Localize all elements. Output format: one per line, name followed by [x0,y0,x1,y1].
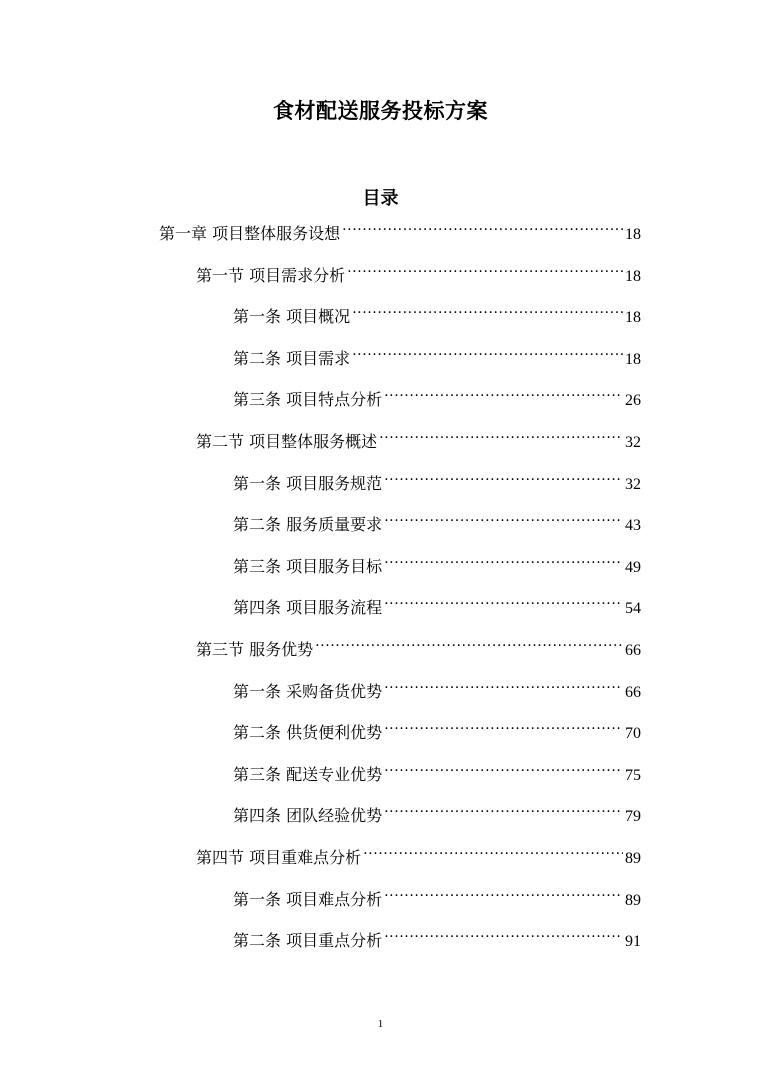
toc-entry[interactable] [233,463,641,493]
toc-entry-page: 18 [625,309,641,326]
toc-entry-page: 75 [625,767,641,784]
toc-dot-leader [384,463,623,489]
toc-dot-leader [363,837,623,863]
toc-entry[interactable] [233,379,641,409]
toc-entry[interactable] [233,754,641,784]
toc-dot-leader [384,795,623,821]
toc-entry-label: 第三条 项目特点分析 [233,390,383,409]
toc-entry-page: 66 [625,684,641,701]
toc-dot-leader [352,338,623,364]
toc-entry[interactable] [233,712,641,742]
toc-entry[interactable] [233,920,641,950]
toc-entry-page: 26 [625,392,641,409]
toc-entry-label: 第一章 项目整体服务设想 [159,224,341,243]
toc-dot-leader [352,296,623,322]
toc-dot-leader [384,587,623,613]
toc-entry[interactable] [196,421,641,451]
toc-dot-leader [384,712,623,738]
toc-entry[interactable] [196,837,641,867]
toc-dot-leader [384,879,623,905]
toc-entry[interactable] [233,587,641,617]
toc-dot-leader [384,671,623,697]
toc-entry-page: 79 [625,808,641,825]
toc-dot-leader [384,546,623,572]
toc-entry-page: 66 [625,642,641,659]
toc-entry[interactable] [233,879,641,909]
toc-entry[interactable] [233,504,641,534]
toc-entry[interactable] [233,546,641,576]
toc-entry-label: 第一条 项目服务规范 [233,474,383,493]
toc-entry-label: 第二条 项目重点分析 [233,931,383,950]
toc-entry-page: 91 [625,933,641,950]
toc-dot-leader [384,379,623,405]
toc-heading: 目录 [362,188,399,209]
toc-entry-label: 第三条 项目服务目标 [233,557,383,576]
toc-entry-page: 89 [625,850,641,867]
toc-entry-page: 89 [625,892,641,909]
toc-entry-label: 第一条 项目概况 [233,307,351,326]
toc-entry-label: 第四条 项目服务流程 [233,598,383,617]
toc-entry-page: 18 [625,351,641,368]
page-number: 1 [377,1018,384,1030]
toc-entry-page: 70 [625,725,641,742]
toc-entry-label: 第四条 团队经验优势 [233,806,383,825]
toc-entry[interactable] [196,255,641,285]
toc-dot-leader [384,754,623,780]
toc-entry-label: 第二条 项目需求 [233,349,351,368]
toc-dot-leader [384,504,623,530]
toc-dot-leader [342,213,623,239]
toc-dot-leader [379,421,623,447]
toc-entry-label: 第三条 配送专业优势 [233,765,383,784]
toc-entry-label: 第三节 服务优势 [196,640,314,659]
toc-entry[interactable] [233,795,641,825]
document-title: 食材配送服务投标方案 [273,99,488,123]
toc-entry[interactable] [233,671,641,701]
toc-entry-page: 32 [625,434,641,451]
toc-entry-label: 第一节 项目需求分析 [196,266,346,285]
toc-dot-leader [384,920,623,946]
toc-entry-page: 43 [625,517,641,534]
toc-entry[interactable] [159,213,641,243]
toc-entry-page: 32 [625,476,641,493]
toc-entry-label: 第二节 项目整体服务概述 [196,432,378,451]
toc-dot-leader [315,629,623,655]
toc-dot-leader [347,255,623,281]
toc-entry[interactable] [233,296,641,326]
toc-entry-page: 18 [625,226,641,243]
toc-entry-page: 54 [625,600,641,617]
toc-entry-page: 18 [625,268,641,285]
toc-entry-page: 49 [625,559,641,576]
toc-entry-label: 第一条 项目难点分析 [233,890,383,909]
toc-entry-label: 第二条 服务质量要求 [233,515,383,534]
toc-entry[interactable] [196,629,641,659]
toc-entry-label: 第二条 供货便利优势 [233,723,383,742]
toc-entry-label: 第四节 项目重难点分析 [196,848,362,867]
toc-entry[interactable] [233,338,641,368]
toc-entry-label: 第一条 采购备货优势 [233,682,383,701]
